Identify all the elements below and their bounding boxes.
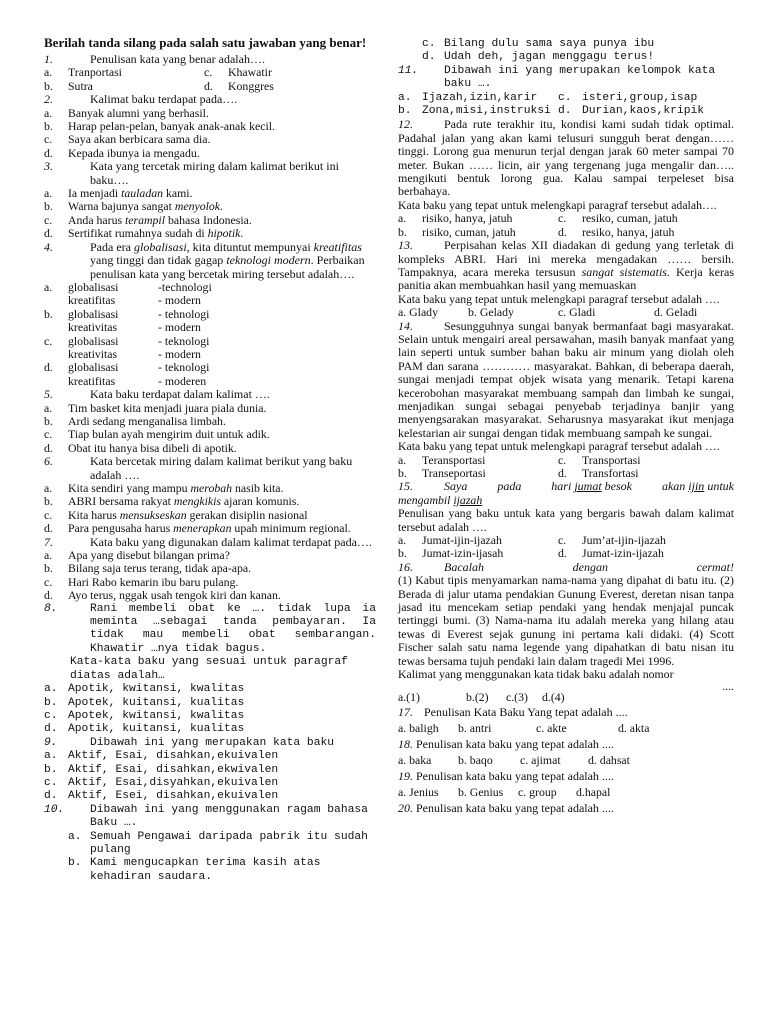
question-text: Sesungguhnya sungai banyak bermanfaat bagi masyarakat. Selain untuk mengairi areal persawahan, masih banyak manfaat yang lain seperti untuk sumber bahan baku air minum yang diolah oleh PAM dan sarana ………… masyarakat. Bahkan, di beberapa daerah, sungai menjadi tempat objek wisata yang menarik. Tetapi karena kecerobohan masyarakat membuang sampah dan limbah ke sungai, menjadikan sungai sebagai penyebab terjadinya banjir yang menyengsarakan masyarakat. Seharusnya masyarakat ikut menjaga kelestarian air sungai dengan tidak membuang sampah ke sungai. bbox=[398, 318, 734, 440]
option-b[interactable]: b. Zona,misi,instruksi bbox=[398, 105, 551, 118]
option-d[interactable]: d. dahsat bbox=[588, 752, 630, 767]
option-a[interactable]: a. Ia menjadi tauladan kami. bbox=[44, 186, 193, 201]
question-number: 7. bbox=[44, 534, 53, 549]
option-c[interactable]: c. akte bbox=[536, 720, 567, 735]
option-d[interactable]: d. Obat itu hanya bisa dibeli di apotik. bbox=[44, 440, 237, 455]
option-c[interactable]: c. Gladi bbox=[558, 305, 596, 320]
option-d[interactable]: d. Kepada ibunya ia mengadu. bbox=[44, 145, 200, 160]
question-prompt: Kalimat yang menggunakan kata tidak baku adalah nomor bbox=[398, 667, 674, 682]
question-number: 14. bbox=[398, 318, 413, 333]
question-13 bbox=[398, 239, 734, 319]
question-number: 16. bbox=[398, 559, 413, 574]
question-15 bbox=[398, 480, 734, 560]
question-number: 8. bbox=[44, 602, 58, 615]
option-a[interactable]: a. Tim basket kita menjadi juara piala dunia. bbox=[44, 400, 267, 415]
option-b[interactable]: b. Warna bajunya sangat menyolok. bbox=[44, 199, 223, 214]
question-text: Pada rute terakhir itu, kondisi kami sudah tidak optimal. Padahal jalan yang akan kami telusuri sungguh berat dengan…… tinggi. Lorong gua menurun terjal dengan jarak 60 meter sampai 70 meter. Bukan …… licin, air yang tergenang juga mengalir dan….. mengikuti bentuk lorong gua. Kalau sampai terpeleset bisa berbahaya. bbox=[398, 117, 734, 199]
right-column bbox=[398, 38, 734, 816]
option-c[interactable]: c. Apotek, kwitansi, kwalitas bbox=[44, 709, 245, 722]
option-b[interactable]: b. risiko, cuman, jatuh bbox=[398, 224, 516, 239]
option-b[interactable]: b. Sutra bbox=[44, 78, 93, 93]
question-text: Dibawah ini yang merupakan kata baku bbox=[90, 736, 335, 749]
question-18 bbox=[398, 737, 734, 769]
question-text: Kata bercetak miring dalam kalimat berikut yang baku adalah …. bbox=[90, 454, 353, 482]
question-9 bbox=[44, 737, 376, 804]
question-number: 5. bbox=[44, 387, 53, 402]
question-3 bbox=[44, 160, 376, 240]
question-19 bbox=[398, 769, 734, 801]
question-7 bbox=[44, 536, 376, 603]
question-text: Kalimat baku terdapat pada…. bbox=[90, 92, 238, 107]
option-b[interactable]: b. baqo bbox=[458, 752, 493, 767]
question-number: 4. bbox=[44, 239, 53, 254]
question-12 bbox=[398, 118, 734, 239]
option-a[interactable]: a. risiko, hanya, jatuh bbox=[398, 211, 513, 226]
question-prompt: Kata-kata baku yang sesuai untuk paragraf diatas adalah… bbox=[70, 656, 348, 682]
question-number: 2. bbox=[44, 92, 53, 107]
question-text: Kata yang tercetak miring dalam kalimat berikut ini baku…. bbox=[90, 159, 339, 187]
question-text: Saya pada hari jumat besok akan ijin untuk bbox=[444, 479, 734, 494]
option-c[interactable]: c. Tiap bulan ayah mengirim duit untuk adik. bbox=[44, 427, 270, 442]
question-14 bbox=[398, 320, 734, 481]
option-a[interactable]: a. Apotik, kwitansi, kwalitas bbox=[44, 683, 245, 696]
option-a[interactable]: a. Banyak alumni yang berhasil. bbox=[44, 105, 209, 120]
question-20 bbox=[398, 801, 734, 816]
question-dots: .... bbox=[722, 678, 734, 693]
option-d[interactable]: d. Ayo terus, nggak usah tengok kiri dan kanan. bbox=[44, 588, 281, 603]
question-1 bbox=[44, 53, 376, 93]
option-d[interactable]: d. Transfortasi bbox=[558, 466, 639, 480]
question-number: 19. bbox=[398, 768, 413, 783]
option-c[interactable]: c. Saya akan berbicara sama dia. bbox=[44, 132, 211, 147]
question-number: 11. bbox=[398, 64, 419, 77]
option-b[interactable]: b. Gelady bbox=[468, 305, 514, 320]
question-number: 13. bbox=[398, 238, 413, 253]
option-d[interactable]: d. Geladi bbox=[654, 305, 698, 320]
option-c[interactable]: c. Kita harus mensukseskan gerakan disiplin nasional bbox=[44, 507, 308, 522]
option-b[interactable]: b. Transeportasi bbox=[398, 466, 486, 480]
question-10 bbox=[44, 804, 376, 884]
option-c[interactable]: c. resiko, cuman, jatuh bbox=[558, 211, 678, 226]
question-17 bbox=[398, 705, 734, 737]
question-text: Penulisan kata baku yang tepat adalah .... bbox=[416, 800, 614, 815]
question-text: Bacalah dengan cermat! bbox=[444, 559, 734, 574]
question-text: Penulisan kata baku yang tepat adalah .... bbox=[416, 736, 614, 751]
left-column bbox=[44, 34, 376, 884]
option-b[interactable]: b.(2) bbox=[466, 689, 489, 704]
question-number: 15. bbox=[398, 479, 413, 494]
option-b[interactable]: b. Bilang saja terus terang, tidak apa-apa. bbox=[44, 561, 252, 576]
option-c[interactable]: c.(3) bbox=[506, 689, 528, 704]
question-8 bbox=[44, 603, 376, 737]
question-text: Kata baku yang digunakan dalam kalimat terdapat pada…. bbox=[90, 534, 372, 549]
question-11 bbox=[398, 65, 734, 119]
question-4 bbox=[44, 241, 376, 388]
option-c[interactable]: c. isteri,group,isap bbox=[558, 91, 698, 104]
option-d[interactable]: d. Aktif, Esei, disahkan,ekuivalen bbox=[44, 790, 279, 803]
question-prompt: Kata baku yang tepat untuk melengkapi paragraf tersebut adalah …. bbox=[398, 291, 720, 306]
option-c[interactable]: c. Anda harus terampil bahasa Indonesia. bbox=[44, 212, 252, 227]
option-c[interactable]: c. ajimat bbox=[520, 752, 561, 767]
option-b[interactable]: b. Ardi sedang menganalisa limbah. bbox=[44, 413, 226, 428]
option-c[interactable]: c. Jum’at-ijin-ijazah bbox=[558, 533, 666, 548]
question-text: Rani membeli obat ke …. tidak lupa ia meminta …sebagai tanda pembayaran. Ia tidak mau membeli obat sembarangan. Khawatir …nya tidak bagus. bbox=[90, 602, 376, 655]
question-2 bbox=[44, 93, 376, 160]
option-a[interactable]: a. Aktif, Esai, disahkan,ekuivalen bbox=[44, 750, 279, 763]
option-d[interactable]: d. Para pengusaha harus menerapkan upah minimum regional. bbox=[44, 521, 351, 536]
question-5 bbox=[44, 388, 376, 455]
option-a[interactable]: a. Apa yang disebut bilangan prima? bbox=[44, 548, 230, 563]
question-number: 3. bbox=[44, 159, 53, 174]
question-number: 17. bbox=[398, 704, 413, 719]
option-a[interactable]: a. globalisasi -technologi kreatifitas - modern bbox=[44, 279, 212, 308]
option-d[interactable]: d. Jumat-izin-ijazah bbox=[558, 546, 664, 561]
option-d[interactable]: d. globalisasi - teknologi kreatifitas - moderen bbox=[44, 360, 210, 388]
option-c[interactable]: c. Hari Rabo kemarin ibu baru pulang. bbox=[44, 574, 239, 589]
question-number: 1. bbox=[44, 52, 53, 66]
question-number: 10. bbox=[44, 803, 65, 816]
question-text-cont: mengambil ijazah bbox=[398, 492, 483, 507]
option-a[interactable]: a. Glady bbox=[398, 305, 438, 320]
option-d[interactable]: d. Sertifikat rumahnya sudah di hipotik. bbox=[44, 226, 244, 241]
question-number: 9. bbox=[44, 736, 58, 749]
option-c[interactable]: c. Aktif, Esai,disyahkan,ekuivalen bbox=[44, 776, 279, 789]
question-text: Penulisan kata baku yang tepat adalah .... bbox=[416, 768, 614, 783]
question-text: Penulisan Kata Baku Yang tepat adalah .... bbox=[424, 704, 628, 719]
option-b[interactable]: b. antri bbox=[458, 720, 492, 735]
option-b[interactable]: b. Apotek, kuitansi, kualitas bbox=[44, 696, 245, 709]
option-c[interactable]: c. globalisasi - teknologi kreativitas - modern bbox=[44, 333, 210, 361]
question-text: Perpisahan kelas XII diadakan di gedung yang terletak di kompleks ABRI. Hari ini mereka mengadakan …… bersih. Tampaknya, acara mereka tersusun sangat sistematis. Kerja keras panitia akan membuahkan hasil yang memuaskan bbox=[398, 238, 734, 293]
option-d[interactable]: d.(4) bbox=[542, 689, 565, 704]
option-d[interactable]: d. Apotik, kuitansi, kualitas bbox=[44, 723, 245, 736]
option-a[interactable]: a. Semuah Pengawai daripada pabrik itu sudah pulang bbox=[68, 830, 368, 856]
question-text: Dibawah ini yang menggunakan ragam bahasa Baku …. bbox=[90, 803, 368, 830]
option-b[interactable]: b. ABRI bersama rakyat mengkikis ajaran komunis. bbox=[44, 494, 300, 509]
question-number: 18. bbox=[398, 736, 413, 751]
option-c[interactable]: c. group bbox=[518, 784, 557, 799]
option-b[interactable]: b. Aktif, Esai, disahkan,ekwivalen bbox=[44, 763, 279, 776]
question-number: 12. bbox=[398, 117, 413, 132]
option-a[interactable]: a.(1) bbox=[398, 689, 420, 704]
question-prompt: Penulisan yang baku untuk kata yang bergaris bawah dalam kalimat tersebut adalah …. bbox=[398, 506, 734, 534]
option-d[interactable]: d. Udah deh, jagan menggagu terus! bbox=[422, 51, 655, 64]
question-prompt: Kata baku yang tepat untuk melengkapi paragraf tersebut adalah…. bbox=[398, 197, 717, 212]
question-text: Penulisan kata yang benar adalah…. bbox=[90, 52, 265, 66]
question-prompt: Kata baku yang tepat untuk melengkapi paragraf tersebut adalah …. bbox=[398, 439, 720, 454]
question-text: Pada era globalisasi, kita dituntut mempunyai kreatifitas yang tinggi dan tidak gagap teknologi modern. Perbaikan penulisan kata yang bercetak miring tersebut adalah…. bbox=[90, 239, 365, 281]
option-d[interactable]: d. Durian,kaos,kripik bbox=[558, 105, 705, 118]
question-10-continued bbox=[398, 38, 734, 65]
question-16 bbox=[398, 561, 734, 704]
option-b[interactable]: b. Jumat-izin-ijasah bbox=[398, 546, 504, 561]
option-a[interactable]: a. baligh bbox=[398, 720, 439, 735]
question-number: 20. bbox=[398, 800, 413, 815]
option-d[interactable]: d.hapal bbox=[576, 784, 611, 799]
option-d[interactable]: d. resiko, hanya, jatuh bbox=[558, 224, 675, 239]
option-a[interactable]: a. Jenius bbox=[398, 784, 439, 799]
option-b[interactable]: b. globalisasi - tehnologi kreativitas - modern bbox=[44, 306, 210, 335]
option-c[interactable]: c. Transportasi bbox=[558, 452, 641, 467]
question-text: Kata baku terdapat dalam kalimat …. bbox=[90, 387, 270, 402]
reading-passage: (1) Kabut tipis menyamarkan nama-nama yang dipahat di batu itu. (2) Berada di jalur utama pendakian Gunung Everest, deretan nisan tanpa jasad itu mencekam setiap pendaki yang hendak menjajal puncak tertinggi bumi. (3) Nama-nama itu adalah mereka yang hilang atau tewas di Everest sejak gunung ini pertama kali didaki. (4) Scott Fischer salah satu nama legende yang dipahatkan di batu nisan itu tewas bersama tujuh pendaki lain dalam tragedi Mei 1996. bbox=[398, 573, 734, 668]
option-a[interactable]: a. Jumat-ijin-ijazah bbox=[398, 533, 502, 548]
question-text: Dibawah ini yang merupakan kelompok kata baku …. bbox=[444, 64, 716, 91]
option-c[interactable]: c. Bilang dulu sama saya punya ibu bbox=[422, 38, 655, 50]
option-d[interactable]: d. Konggres bbox=[204, 78, 274, 93]
option-c[interactable]: c. Khawatir bbox=[204, 65, 272, 80]
option-a[interactable]: a. baka bbox=[398, 752, 432, 767]
option-a[interactable]: a. Kita sendiri yang mampu merobah nasib kita. bbox=[44, 481, 284, 495]
option-b[interactable]: b. Harap pelan-pelan, banyak anak-anak kecil. bbox=[44, 119, 275, 134]
option-b[interactable]: b. Genius bbox=[458, 784, 504, 799]
option-a[interactable]: a. Ijazah,izin,karir bbox=[398, 91, 538, 104]
option-b[interactable]: b. Kami mengucapkan terima kasih atas kehadiran saudara. bbox=[68, 857, 321, 883]
option-a[interactable]: a. Tranportasi bbox=[44, 65, 122, 80]
instruction-title: Berilah tanda silang pada salah satu jawaban yang benar! bbox=[44, 35, 367, 50]
question-6 bbox=[44, 455, 376, 535]
option-d[interactable]: d. akta bbox=[618, 720, 650, 735]
option-a[interactable]: a. Teransportasi bbox=[398, 452, 486, 467]
question-number: 6. bbox=[44, 454, 53, 469]
